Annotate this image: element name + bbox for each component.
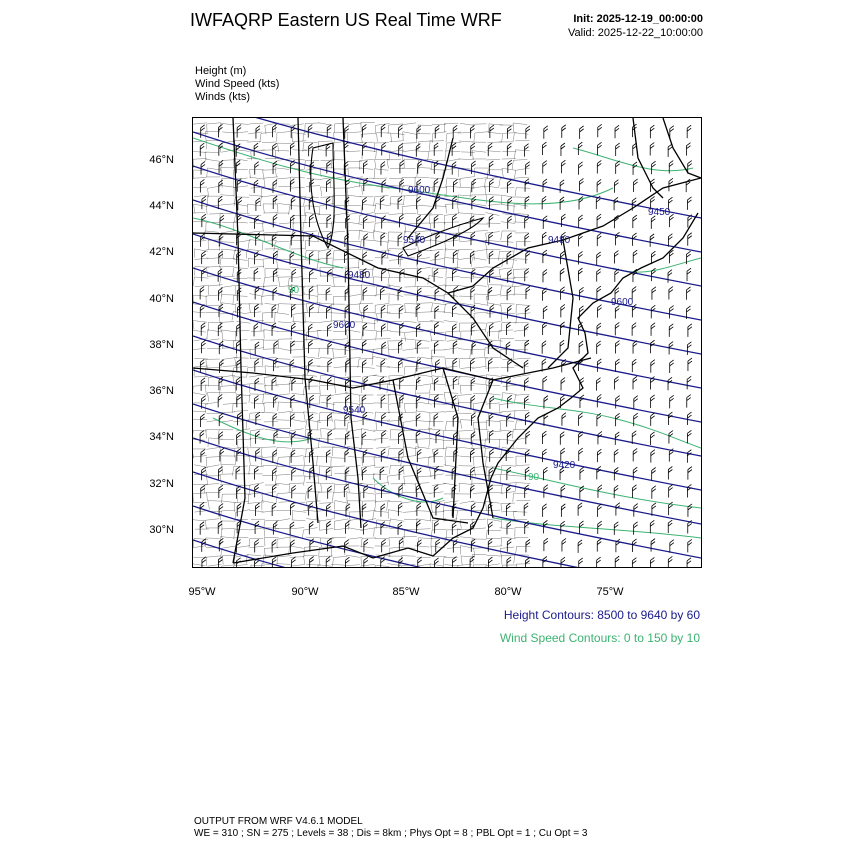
state-border bbox=[663, 118, 701, 178]
valid-time: Valid: 2025-12-22_10:00:00 bbox=[568, 27, 703, 39]
lat-label: 32°N bbox=[149, 478, 174, 490]
height-contour-label: 9480 bbox=[548, 235, 571, 246]
wind-speed-label: 90 bbox=[288, 285, 300, 296]
height-contour-legend: Height Contours: 8500 to 9640 by 60 bbox=[503, 608, 700, 622]
state-border bbox=[633, 118, 663, 198]
variable-height: Height (m) bbox=[195, 65, 247, 77]
lat-label: 44°N bbox=[149, 200, 174, 212]
lon-label: 80°W bbox=[494, 586, 522, 598]
plot-title: IWFAQRP Eastern US Real Time WRF bbox=[190, 10, 502, 30]
init-time: Init: 2025-12-19_00:00:00 bbox=[573, 13, 703, 25]
wind-speed-contour-legend: Wind Speed Contours: 0 to 150 by 10 bbox=[499, 631, 700, 645]
lat-label: 36°N bbox=[149, 385, 174, 397]
state-border bbox=[443, 368, 458, 518]
wind-speed-label: 90 bbox=[528, 472, 540, 483]
lat-label: 38°N bbox=[149, 339, 174, 351]
county-lines bbox=[193, 123, 531, 567]
wind-speed-contour bbox=[493, 518, 701, 538]
lat-label: 30°N bbox=[149, 524, 174, 536]
county-line bbox=[193, 123, 531, 567]
height-contour-label: 9600 bbox=[611, 297, 634, 308]
lat-label: 42°N bbox=[149, 246, 174, 258]
wind-speed-contour bbox=[193, 218, 343, 268]
state-border bbox=[193, 358, 591, 388]
lon-label: 75°W bbox=[596, 586, 624, 598]
model-info-line2: WE = 310 ; SN = 275 ; Levels = 38 ; Dis = 8km ; Phys Opt = 8 ; PBL Opt = 1 ; Cu Opt = 3 bbox=[194, 828, 588, 839]
height-contour-label: 9540 bbox=[343, 405, 366, 416]
lat-label: 40°N bbox=[149, 293, 174, 305]
wind-speed-contours bbox=[193, 138, 701, 538]
variable-wind-speed: Wind Speed (kts) bbox=[195, 78, 280, 90]
lat-label: 46°N bbox=[149, 154, 174, 166]
map-canvas bbox=[193, 118, 701, 567]
weather-map bbox=[192, 117, 702, 568]
height-contour-label: 9480 bbox=[348, 270, 371, 281]
lon-label: 85°W bbox=[392, 586, 420, 598]
height-contour-label: 9420 bbox=[553, 460, 576, 471]
variable-winds: Winds (kts) bbox=[195, 91, 250, 103]
lon-label: 95°W bbox=[188, 586, 216, 598]
height-contour bbox=[193, 506, 701, 567]
height-contour bbox=[193, 118, 701, 218]
height-contours bbox=[193, 118, 701, 567]
state-border bbox=[351, 418, 361, 528]
state-border bbox=[298, 118, 305, 378]
lat-label: 34°N bbox=[149, 431, 174, 443]
height-contour-label: 9600 bbox=[333, 320, 356, 331]
height-contour-label: 9540 bbox=[403, 235, 426, 246]
model-info-line1: OUTPUT FROM WRF V4.6.1 MODEL bbox=[194, 816, 363, 827]
height-contour-label: 9450 bbox=[648, 207, 671, 218]
height-contour-label: 9600 bbox=[408, 185, 431, 196]
lon-label: 90°W bbox=[291, 586, 319, 598]
